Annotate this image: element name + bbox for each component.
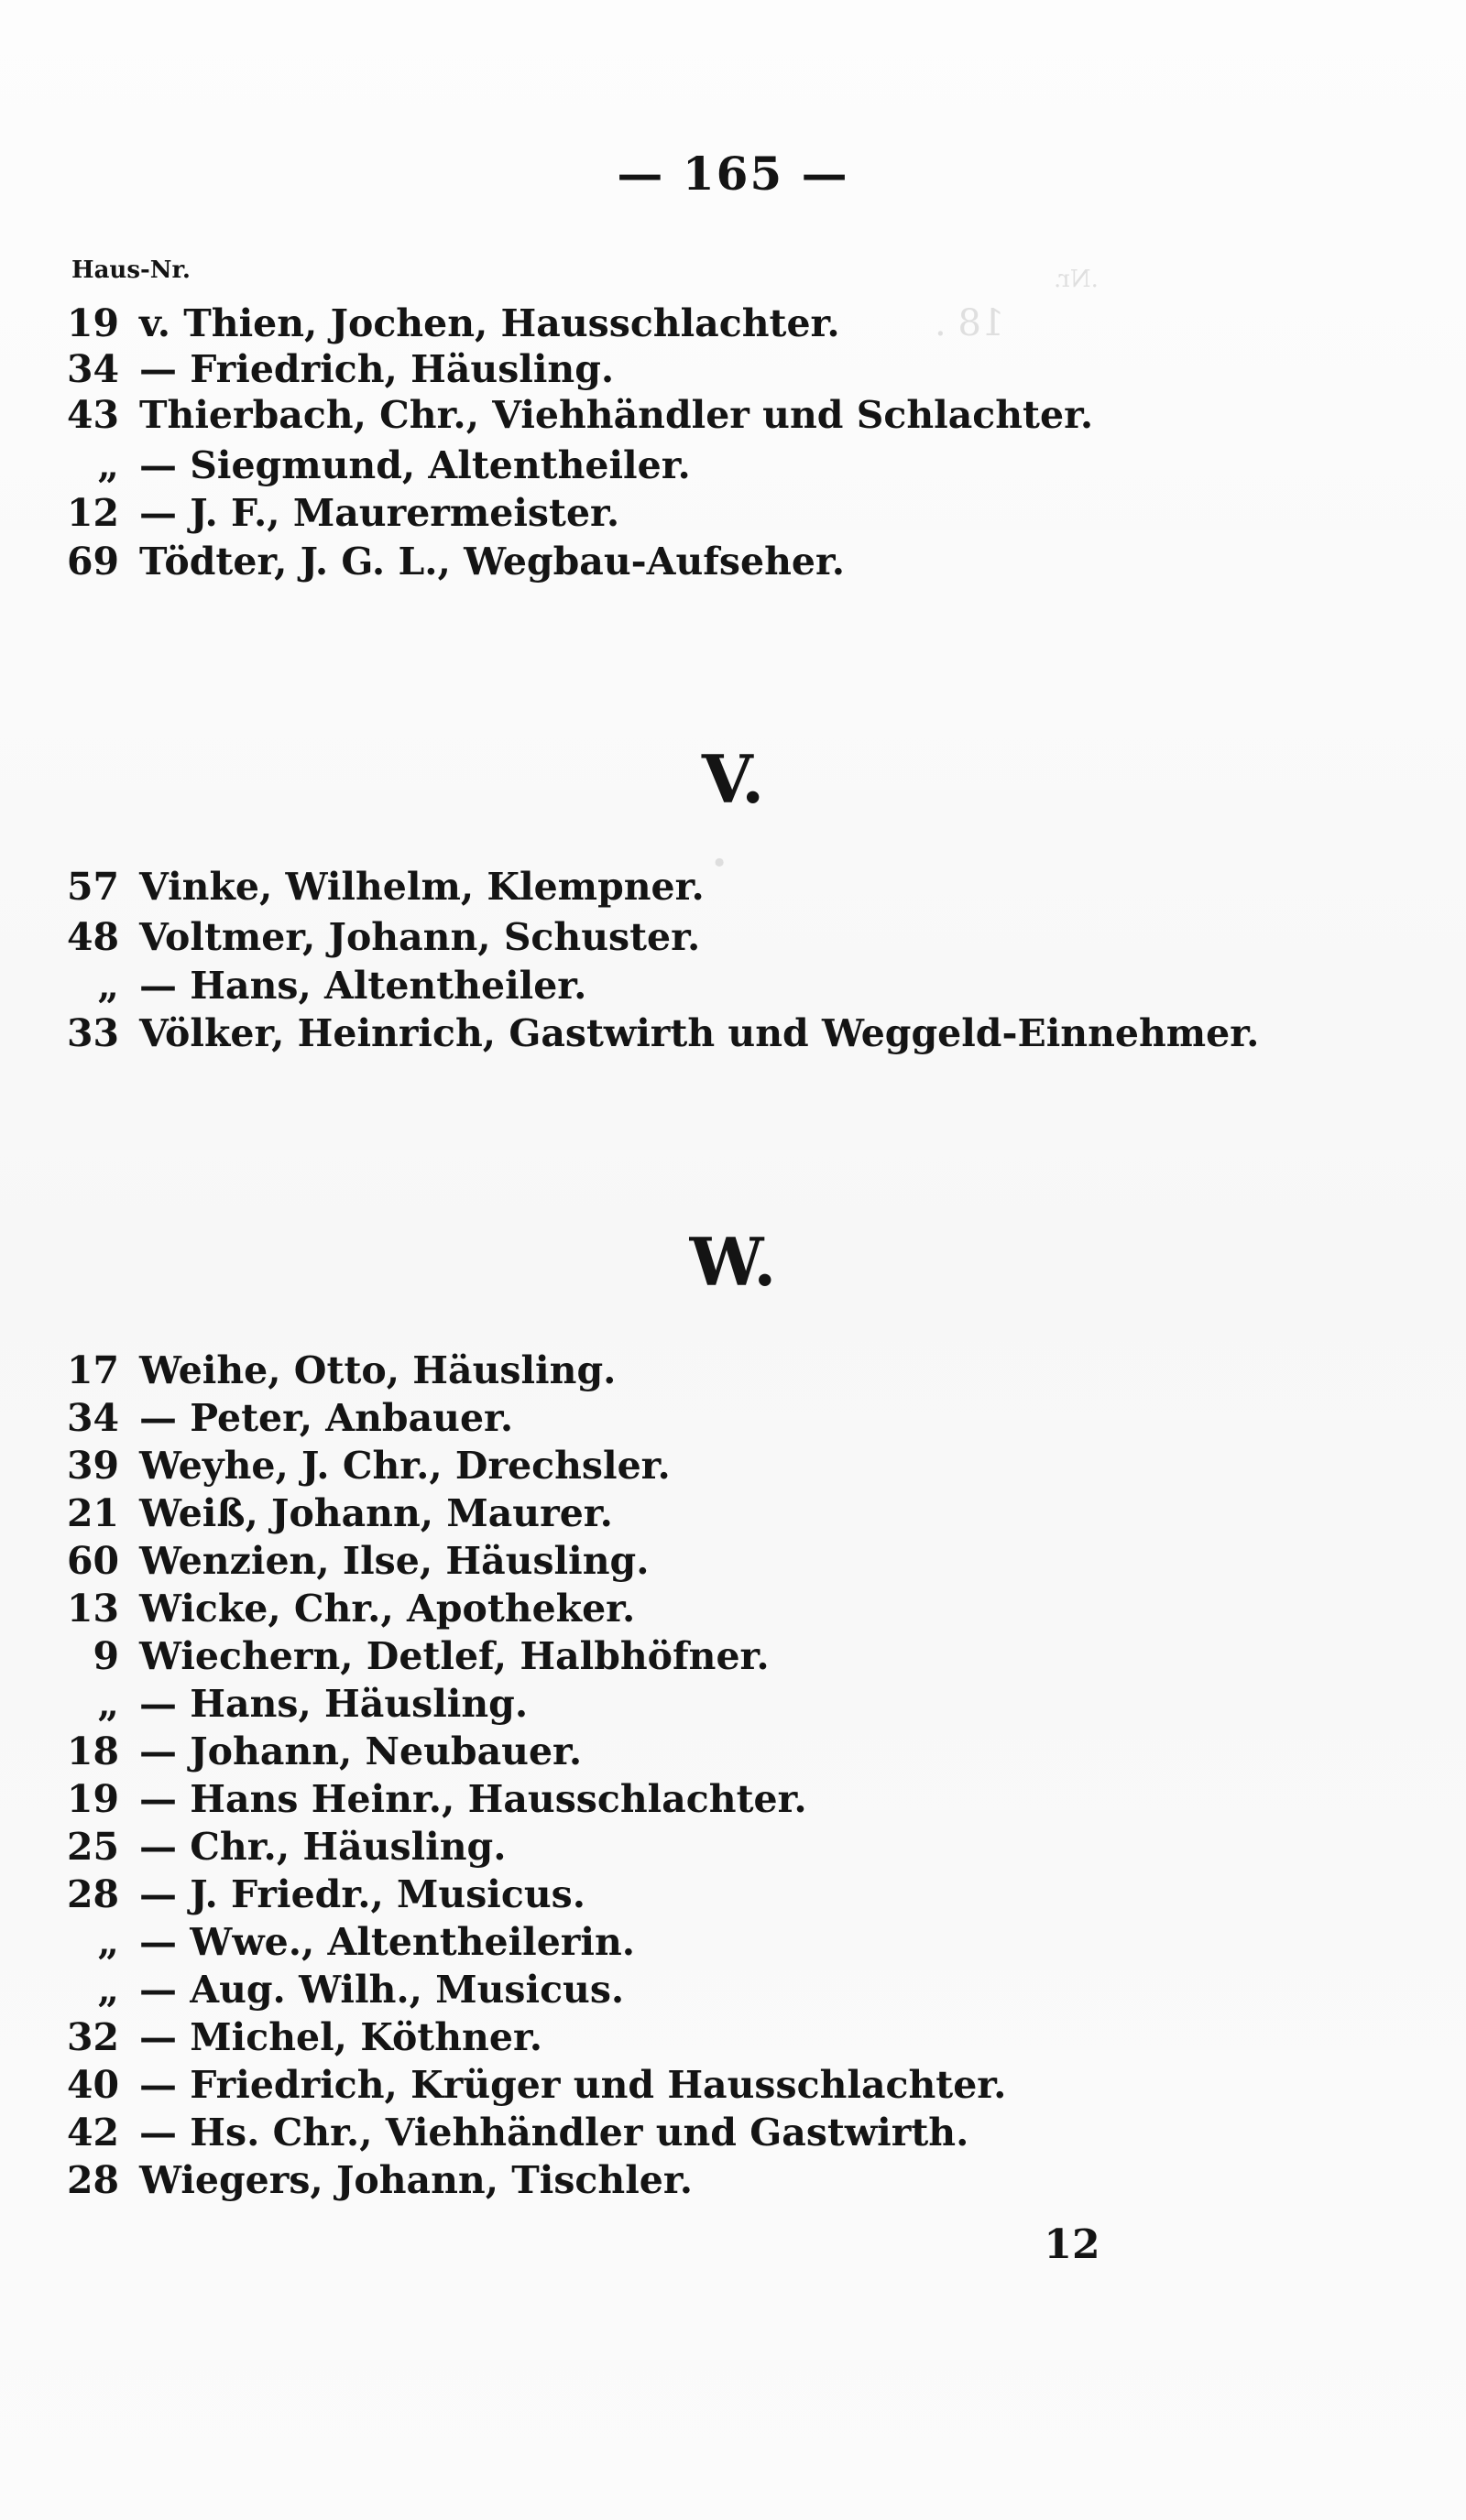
entry-text: — Siegmund, Altentheiler. <box>139 443 691 487</box>
entry-text: v. Thien, Jochen, Hausschlachter. <box>139 301 840 345</box>
house-number: 19 <box>66 301 119 345</box>
house-number: 48 <box>66 915 119 959</box>
entry-text: Wenzien, Ilse, Häusling. <box>139 1539 650 1583</box>
entry-text: — Hs. Chr., Viehhändler und Gastwirth. <box>139 2111 969 2155</box>
house-number: „ <box>97 443 119 487</box>
house-number: 13 <box>66 1587 119 1631</box>
house-number: 34 <box>66 1396 119 1440</box>
entry-text: — Hans Heinr., Hausschlachter. <box>139 1777 807 1821</box>
entry-text: — Friedrich, Krüger und Hausschlachter. <box>139 2063 1007 2107</box>
house-number: „ <box>97 964 119 1008</box>
signature-mark: 12 <box>1044 2221 1100 2268</box>
entry-text: — Chr., Häusling. <box>139 1825 507 1869</box>
entry-text: — Wwe., Altentheilerin. <box>139 1920 636 1964</box>
house-number: 28 <box>66 2158 119 2202</box>
house-number: „ <box>97 1682 119 1726</box>
entry-text: — Aug. Wilh., Musicus. <box>139 1968 625 2012</box>
entry-text: — J. F., Maurermeister. <box>139 491 620 535</box>
section-heading-w: W. <box>689 1223 777 1301</box>
entry-text: — Hans, Häusling. <box>139 1682 529 1726</box>
house-number: „ <box>97 1920 119 1964</box>
entry-text: Vinke, Wilhelm, Klempner. <box>139 865 705 909</box>
house-number: 69 <box>66 540 119 584</box>
house-number: 21 <box>66 1491 119 1535</box>
show-through-background: .Nr. 18 . . <box>696 266 1099 881</box>
house-number: 39 <box>66 1444 119 1488</box>
column-header-house-number: Haus-Nr. <box>71 256 191 284</box>
house-number: „ <box>97 1968 119 2012</box>
house-number: 28 <box>66 1872 119 1916</box>
entry-text: Weyhe, J. Chr., Drechsler. <box>139 1444 671 1488</box>
house-number: 17 <box>66 1348 119 1392</box>
house-number: 57 <box>66 865 119 909</box>
house-number: 42 <box>66 2111 119 2155</box>
entry-text: Voltmer, Johann, Schuster. <box>139 915 701 959</box>
entry-text: Thierbach, Chr., Viehhändler und Schlachter. <box>139 393 1094 437</box>
entry-text: Wicke, Chr., Apotheker. <box>139 1587 636 1631</box>
house-number: 33 <box>66 1011 119 1055</box>
entry-text: — Johann, Neubauer. <box>139 1729 583 1773</box>
entry-text: Wiechern, Detlef, Halbhöfner. <box>139 1634 770 1678</box>
entry-text: Weihe, Otto, Häusling. <box>139 1348 617 1392</box>
entry-text: — Michel, Köthner. <box>139 2015 543 2059</box>
house-number: 43 <box>66 393 119 437</box>
house-number: 12 <box>66 491 119 535</box>
entry-text: Wiegers, Johann, Tischler. <box>139 2158 693 2202</box>
house-number: 19 <box>66 1777 119 1821</box>
entry-text: — J. Friedr., Musicus. <box>139 1872 585 1916</box>
house-number: 18 <box>66 1729 119 1773</box>
page-number: — 165 — <box>617 147 849 201</box>
entry-text: — Hans, Altentheiler. <box>139 964 587 1008</box>
house-number: 34 <box>66 347 119 391</box>
entry-text: — Friedrich, Häusling. <box>139 347 615 391</box>
section-heading-v: V. <box>701 740 765 818</box>
house-number: 60 <box>66 1539 119 1583</box>
entry-text: Weiß, Johann, Maurer. <box>139 1491 613 1535</box>
house-number: 25 <box>66 1825 119 1869</box>
entry-text: Tödter, J. G. L., Wegbau-Aufseher. <box>139 540 846 584</box>
entry-text: — Peter, Anbauer. <box>139 1396 514 1440</box>
house-number: 40 <box>66 2063 119 2107</box>
house-number: 9 <box>93 1634 119 1678</box>
entry-text: Völker, Heinrich, Gastwirth und Weggeld-Einnehmer. <box>139 1011 1260 1055</box>
house-number: 32 <box>66 2015 119 2059</box>
